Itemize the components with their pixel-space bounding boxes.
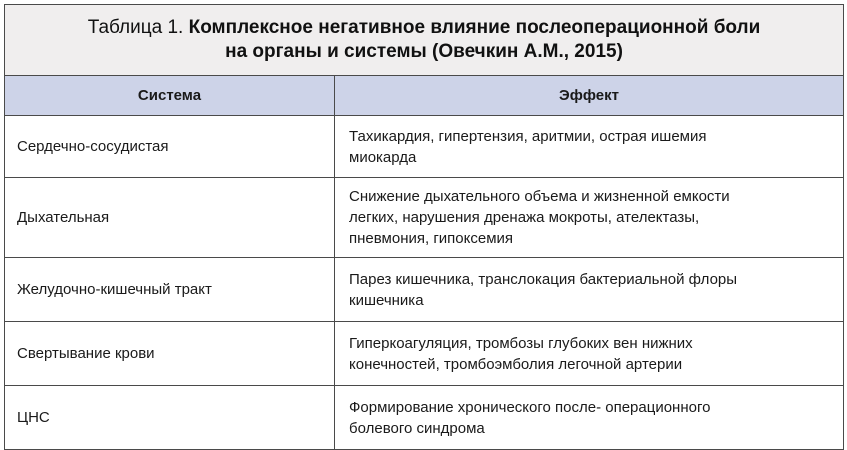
pain-effects-table: [4, 4, 844, 450]
caption-title-line1: Комплексное негативное влияние послеоперационной боли: [188, 17, 761, 38]
effect-line: болевого синдрома: [349, 419, 485, 437]
system-cell: Желудочно-кишечный тракт: [5, 258, 335, 322]
table-row: [5, 386, 844, 450]
effect-line: Снижение дыхательного объема и жизненной емкости: [349, 188, 730, 205]
system-cell: ЦНС: [5, 386, 335, 450]
table-row: [5, 258, 844, 322]
effect-line: Формирование хронического после- операционного: [349, 398, 711, 416]
effect-line: пневмония, гипоксемия: [349, 230, 514, 247]
effect-line: Тахикардия, гипертензия, аритмии, острая ишемия: [349, 127, 707, 145]
effect-cell: [335, 116, 844, 178]
table-row: [5, 116, 844, 178]
table-caption: [5, 5, 844, 76]
system-cell: Сердечно-сосудистая: [5, 116, 335, 178]
effect-cell: [335, 258, 844, 322]
effect-cell: [335, 178, 844, 258]
effect-cell: [335, 386, 844, 450]
header-effect: Эффект: [335, 76, 844, 116]
effect-line: конечностей, тромбоэмболия легочной артерии: [349, 355, 683, 373]
table-row: [5, 178, 844, 258]
effect-line: Парез кишечника, транслокация бактериальной флоры: [349, 270, 738, 288]
caption-prefix: Таблица 1.: [87, 17, 184, 38]
effect-line: кишечника: [349, 291, 424, 309]
caption-title-line2: на органы и системы (Овечкин А.М., 2015): [225, 41, 623, 62]
effect-cell: [335, 322, 844, 386]
system-cell: Свертывание крови: [5, 322, 335, 386]
table-header-row: [5, 76, 844, 116]
table-row: [5, 322, 844, 386]
effect-line: миокарда: [349, 148, 417, 166]
header-system: Система: [5, 76, 335, 116]
table-caption-row: [5, 5, 844, 76]
effect-line: легких, нарушения дренажа мокроты, ателектазы,: [349, 209, 700, 226]
effect-line: Гиперкоагуляция, тромбозы глубоких вен нижних: [349, 334, 693, 352]
system-cell: Дыхательная: [5, 178, 335, 258]
